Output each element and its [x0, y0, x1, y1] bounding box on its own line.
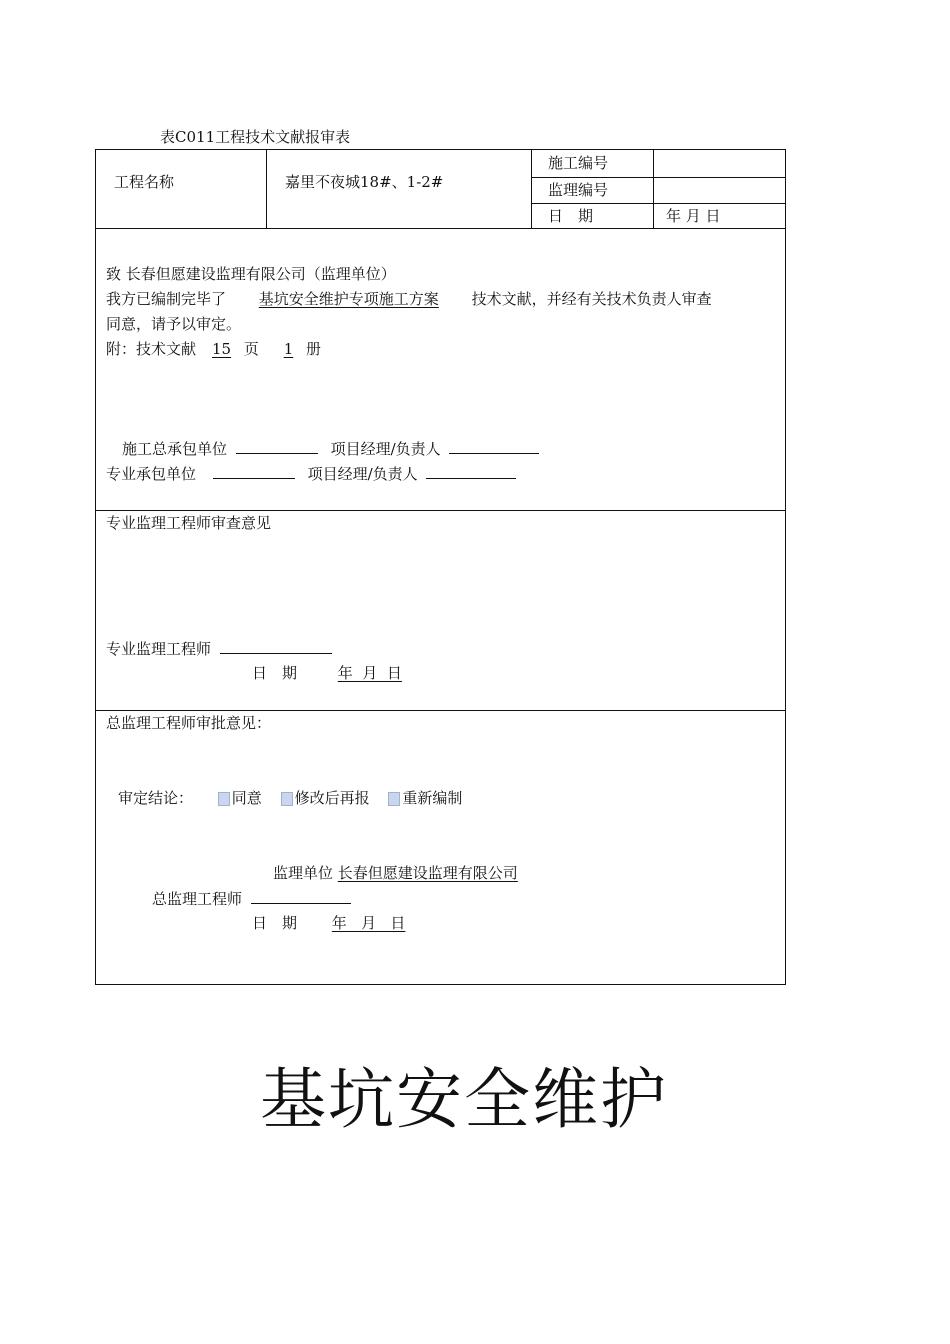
supervision-unit-value: 长春但愿建设监理有限公司	[337, 864, 518, 882]
volume-count: 1	[283, 340, 294, 358]
supervision-unit-line	[273, 864, 518, 882]
page-unit: 页	[243, 340, 259, 358]
sub-contractor-label: 专业承包单位	[106, 465, 197, 483]
addressee-line: 致 长春但愿建设监理有限公司（监理单位）	[106, 265, 396, 283]
sub-contractor-line	[106, 464, 516, 483]
general-contractor-label: 施工总承包单位	[122, 440, 228, 458]
project-name-value: 嘉里不夜城18#、1-2#	[285, 173, 444, 191]
page-count: 15	[212, 340, 232, 358]
option-recompile[interactable]: 重新编制	[388, 789, 462, 807]
general-contractor-line	[122, 439, 539, 458]
date-value: 年 月 日	[666, 207, 721, 225]
chief-engineer-line	[152, 889, 351, 908]
specialist-date-value: 年 月 日	[337, 664, 402, 682]
general-pm-blank[interactable]	[449, 439, 539, 454]
construction-no-label: 施工编号	[548, 154, 609, 172]
specialist-date-label: 日 期	[252, 664, 298, 682]
supervision-unit-label: 监理单位	[273, 864, 334, 882]
chief-review-title: 总监理工程师审批意见：	[106, 714, 272, 732]
compiled-suffix: 技术文献，并经有关技术负责人审查	[471, 290, 712, 308]
general-contractor-blank[interactable]	[236, 439, 318, 454]
specialist-date-line	[252, 664, 428, 682]
compiled-line	[106, 290, 712, 308]
conclusion-line	[118, 789, 462, 807]
volume-unit: 册	[306, 340, 322, 358]
specialist-engineer-blank[interactable]	[220, 639, 332, 654]
conclusion-label: 审定结论：	[118, 789, 194, 807]
chief-date-value: 年 月 日	[331, 914, 406, 932]
chief-date-line	[252, 914, 423, 932]
sub-contractor-blank[interactable]	[213, 464, 295, 479]
specialist-review-title: 专业监理工程师审查意见	[106, 514, 272, 532]
sub-pm-label: 项目经理/负责人	[307, 465, 418, 483]
supervision-no-label: 监理编号	[548, 181, 609, 199]
form-title: 表C011工程技术文献报审表	[160, 128, 351, 146]
specialist-engineer-label: 专业监理工程师	[106, 640, 212, 658]
option-agree[interactable]: 同意	[218, 789, 262, 807]
chief-date-label: 日 期	[252, 914, 298, 932]
option-revise[interactable]: 修改后再报	[281, 789, 370, 807]
checkbox-icon	[388, 792, 400, 806]
chief-engineer-blank[interactable]	[251, 889, 351, 904]
chief-engineer-label: 总监理工程师	[152, 890, 243, 908]
pm-label: 项目经理/负责人	[330, 440, 441, 458]
compiled-prefix: 我方已编制完毕了	[106, 290, 227, 308]
attachment-prefix: 附：技术文献	[106, 340, 197, 358]
page-heading: 基坑安全维护	[260, 1061, 668, 1138]
attachment-line	[106, 340, 321, 358]
checkbox-icon	[218, 792, 230, 806]
date-label: 日 期	[548, 207, 594, 225]
compiled-line-2: 同意，请予以审定。	[106, 315, 242, 333]
document-name: 基坑安全维护专项施工方案	[258, 290, 439, 308]
sub-pm-blank[interactable]	[426, 464, 516, 479]
checkbox-icon	[281, 792, 293, 806]
specialist-engineer-line	[106, 639, 332, 658]
project-name-label: 工程名称	[114, 173, 175, 191]
